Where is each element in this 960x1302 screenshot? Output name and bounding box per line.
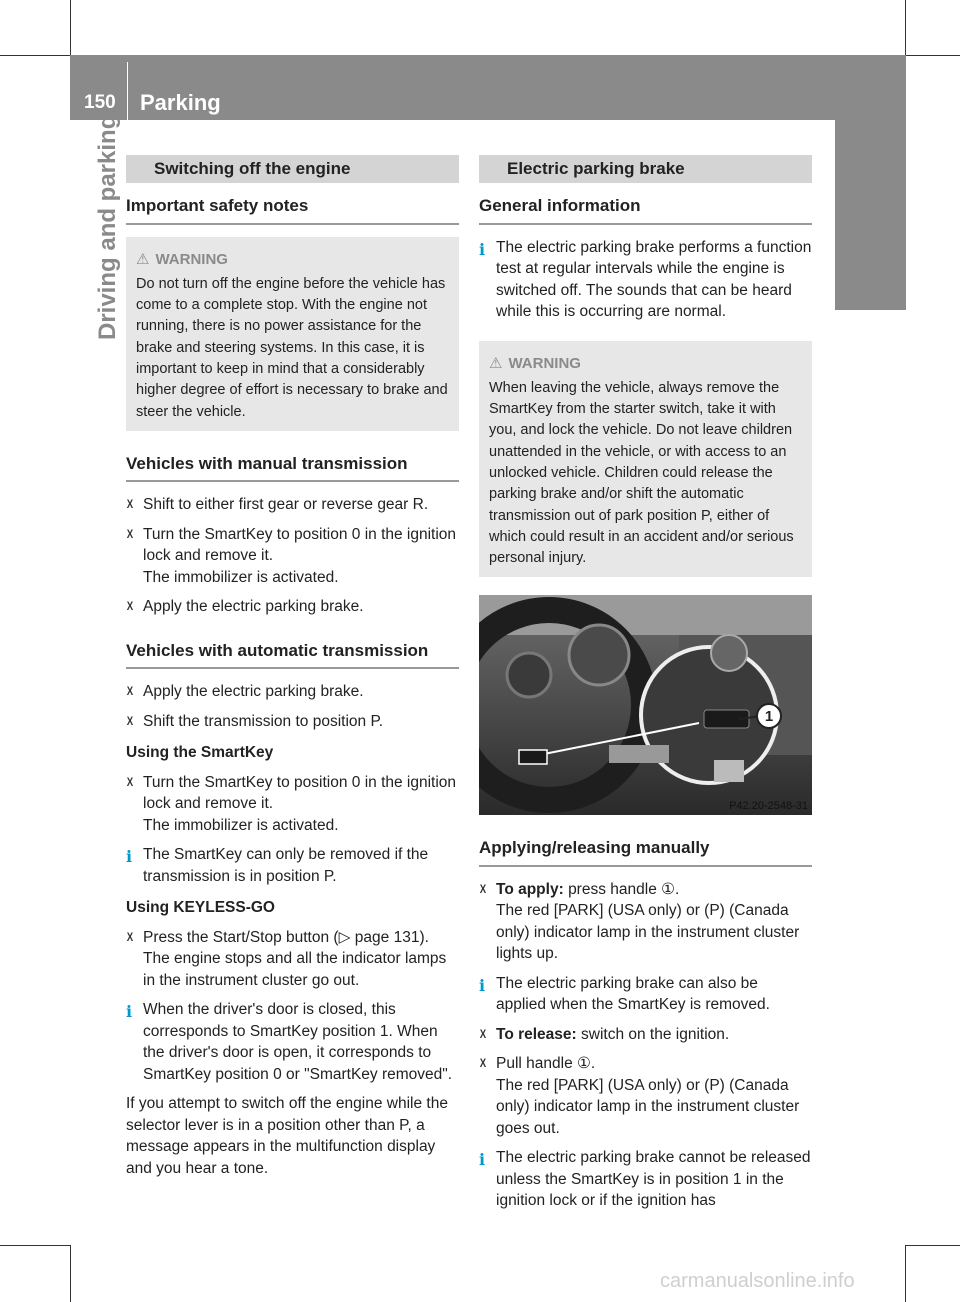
info-icon: i (126, 847, 133, 867)
minor-heading: Using the SmartKey (126, 744, 274, 762)
page-number: 150 (84, 92, 116, 113)
warning-box (479, 341, 812, 578)
right-column (479, 155, 812, 1212)
step-item: X Shift to either first gear or reverse gear R. (126, 494, 459, 516)
crop-mark (0, 55, 70, 56)
parking-brake-photo (479, 595, 812, 815)
step-item: X Shift the transmission to position P. (126, 711, 459, 733)
step-item: X Turn the SmartKey to position 0 in the ignition lock and remove it. The immobilizer is activated. (126, 524, 459, 589)
info-note: i The electric parking brake performs a function test at regular intervals while the engine is switched off. The sounds that can be heard while this is occurring are normal. (479, 238, 812, 320)
crop-mark (0, 1245, 70, 1246)
minor-heading: Using KEYLESS-GO (126, 899, 275, 917)
watermark: carmanualsonline.info (660, 1270, 855, 1292)
subheading: Important safety notes (126, 195, 459, 225)
info-icon: i (479, 239, 486, 259)
info-note: i The electric parking brake can also be applied when the SmartKey is removed. (479, 974, 770, 1014)
step-item: X To apply: press handle ①. The red [PARK] (USA only) or (P) (Canada only) indicator lamp in the instrument cluster lights up. (479, 879, 812, 965)
header-separator (127, 62, 128, 120)
warning-triangle-icon: ⚠ (136, 250, 150, 268)
warning-title: ⚠ WARNING (489, 353, 802, 374)
photo-code: P42.20-2548-31 (729, 800, 808, 813)
crop-mark (906, 1245, 960, 1246)
info-note: i When the driver's door is closed, this corresponds to SmartKey position 1. When the driver's door is open, it corresponds to SmartKey position 0 or "SmartKey removed". (126, 1001, 453, 1083)
callout-number: 1 (764, 708, 774, 726)
crop-mark (905, 1245, 906, 1302)
warning-triangle-icon: ⚠ (489, 354, 503, 372)
sidebar-tab (835, 223, 906, 310)
warning-text: When leaving the vehicle, always remove the SmartKey from the starter switch, take it with you, and lock the vehicle. Do not leave children unattended in the vehicle, or with access to an unlocked vehicle. Children could release the parking brake and/or shift the automatic transmission out of park position P, either of which could result in an accident and/or serious personal injury. (489, 379, 794, 567)
info-icon: i (479, 1150, 486, 1170)
warning-title: ⚠ WARNING (136, 249, 449, 270)
subheading: Vehicles with manual transmission (126, 453, 459, 483)
warning-text: Do not turn off the engine before the vehicle has come to a complete stop. With the engine not running, there is no power assistance for the brake and steering systems. In this case, it is important to keep in mind that a considerably higher degree of effort is necessary to brake and steer the vehicle. (136, 275, 448, 420)
subheading: General information (479, 195, 812, 225)
subheading: Applying/releasing manually (479, 837, 812, 867)
header-section-title: Parking (140, 90, 221, 115)
info-note: i The electric parking brake cannot be released unless the SmartKey is in position 1 in the ignition lock or if the ignition has (479, 1149, 811, 1210)
info-icon: i (479, 975, 486, 995)
subheading: Vehicles with automatic transmission (126, 640, 459, 670)
info-icon: i (126, 1002, 133, 1022)
step-item: X Apply the electric parking brake. (126, 596, 459, 618)
left-column (126, 155, 459, 1179)
sidebar-top (835, 120, 906, 223)
step-item: X Press the Start/Stop button (▷ page 131). The engine stops and all the indicator lamps in the instrument cluster go out. (126, 927, 459, 992)
step-item: X Turn the SmartKey to position 0 in the ignition lock and remove it. The immobilizer is activated. (126, 772, 459, 837)
step-item: X Apply the electric parking brake. (126, 681, 459, 703)
body-paragraph: If you attempt to switch off the engine while the selector lever is in a position other than P, a message appears in the multifunction display and you hear a tone. (126, 1095, 448, 1177)
crop-mark (70, 0, 71, 55)
warning-box (126, 237, 459, 431)
info-note: i The SmartKey can only be removed if the transmission is in position P. (126, 846, 429, 885)
step-item: X To release: switch on the ignition. (479, 1024, 812, 1046)
section-title: Electric parking brake (479, 155, 812, 183)
dashboard-illustration (479, 595, 812, 815)
crop-mark (906, 55, 960, 56)
section-title: Switching off the engine (126, 155, 459, 183)
chapter-title: Driving and parking (94, 114, 121, 340)
step-item: X Pull handle ①. The red [PARK] (USA only) or (P) (Canada only) indicator lamp in the instrument cluster goes out. (479, 1053, 812, 1139)
crop-mark (70, 1245, 71, 1302)
crop-mark (905, 0, 906, 55)
